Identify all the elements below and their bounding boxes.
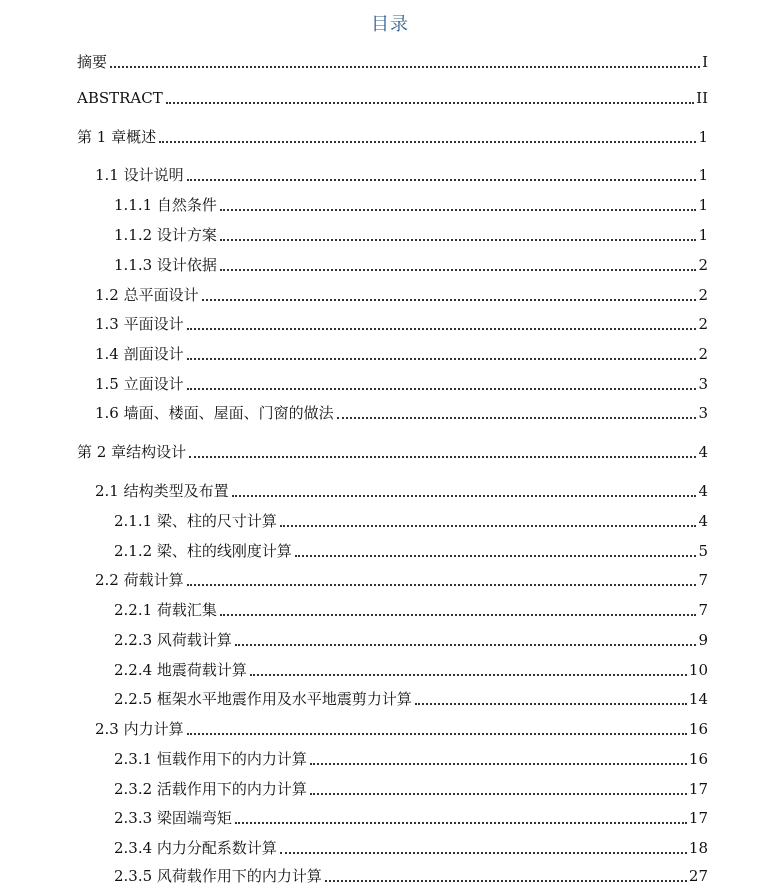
toc-entry-label: 1.1.1 自然条件	[114, 196, 217, 214]
toc-entry-page: 9	[698, 631, 708, 649]
leader-dots	[202, 299, 697, 301]
leader-dots	[187, 328, 697, 330]
toc-entry-page: 3	[698, 375, 708, 393]
toc-entry-label: 2.2 荷载计算	[95, 571, 184, 589]
toc-entry-label: 1.1 设计说明	[95, 166, 184, 184]
toc-entry-label: 2.1.1 梁、柱的尺寸计算	[114, 512, 277, 530]
toc-entry[interactable]	[0, 84, 708, 108]
leader-dots	[250, 674, 687, 676]
toc-entry[interactable]	[0, 834, 708, 858]
toc-entry-label: 2.1.2 梁、柱的线刚度计算	[114, 542, 292, 560]
toc-entry-page: I	[702, 53, 708, 71]
leader-dots	[337, 417, 697, 419]
toc-entry[interactable]	[0, 775, 708, 799]
toc-entry-page: 16	[688, 750, 708, 768]
toc-entry-label: 1.4 剖面设计	[95, 345, 184, 363]
toc-entry-label: 第 1 章概述	[77, 128, 157, 146]
leader-dots	[220, 209, 697, 211]
toc-entry-page: 4	[698, 443, 708, 461]
leader-dots	[232, 495, 697, 497]
toc-entry[interactable]	[0, 438, 708, 462]
toc-entry-label: 2.2.4 地震荷载计算	[114, 661, 247, 679]
toc-entry-label: 2.2.1 荷载汇集	[114, 601, 217, 619]
leader-dots	[187, 584, 697, 586]
toc-entry[interactable]	[0, 281, 708, 305]
toc-entry-label: 1.1.2 设计方案	[114, 226, 217, 244]
toc-entry-page: 17	[688, 809, 708, 827]
toc-entry-label: 2.3 内力计算	[95, 720, 184, 738]
toc-entry-label: 2.2.3 风荷载计算	[114, 631, 232, 649]
toc-entry[interactable]	[0, 477, 708, 501]
toc-entry-label: 2.3.2 活载作用下的内力计算	[114, 780, 307, 798]
toc-entry-page: 10	[688, 661, 708, 679]
toc-entry[interactable]	[0, 656, 708, 680]
toc-entry[interactable]	[0, 123, 708, 147]
toc-entry[interactable]	[0, 745, 708, 769]
toc-entry-page: 18	[688, 839, 708, 857]
toc-entry-page: 7	[698, 601, 708, 619]
leader-dots	[220, 239, 697, 241]
toc-entry[interactable]	[0, 862, 708, 886]
leader-dots	[310, 793, 687, 795]
leader-dots	[189, 456, 696, 458]
toc-entry[interactable]	[0, 399, 708, 423]
toc-entry-page: II	[696, 89, 708, 107]
toc-entry-page: 7	[698, 571, 708, 589]
toc-entry[interactable]	[0, 626, 708, 650]
leader-dots	[415, 703, 687, 705]
toc-entry-page: 2	[698, 256, 708, 274]
toc-entry-label: 第 2 章结构设计	[77, 443, 187, 461]
leader-dots	[166, 102, 694, 104]
toc-entry-page: 1	[698, 166, 708, 184]
leader-dots	[310, 763, 687, 765]
toc-entry-page: 4	[698, 512, 708, 530]
toc-entry-label: 1.6 墙面、楼面、屋面、门窗的做法	[95, 404, 334, 422]
toc-entry-label: 2.3.3 梁固端弯矩	[114, 809, 232, 827]
toc-entry[interactable]	[0, 537, 708, 561]
toc-entry-label: 2.3.1 恒载作用下的内力计算	[114, 750, 307, 768]
toc-entry-page: 2	[698, 315, 708, 333]
toc-entry-label: 1.1.3 设计依据	[114, 256, 217, 274]
toc-entry[interactable]	[0, 340, 708, 364]
toc-entry[interactable]	[0, 685, 708, 709]
leader-dots	[280, 525, 697, 527]
leader-dots	[110, 66, 700, 68]
leader-dots	[235, 822, 687, 824]
leader-dots	[187, 388, 697, 390]
toc-entry-label: ABSTRACT	[77, 89, 163, 107]
leader-dots	[187, 179, 697, 181]
toc-entry-label: 2.2.5 框架水平地震作用及水平地震剪力计算	[114, 690, 412, 708]
toc-entry[interactable]	[0, 596, 708, 620]
leader-dots	[235, 644, 697, 646]
toc-entry-label: 1.2 总平面设计	[95, 286, 199, 304]
leader-dots	[280, 852, 687, 854]
leader-dots	[187, 358, 697, 360]
toc-entry[interactable]	[0, 507, 708, 531]
toc-entry-label: 1.3 平面设计	[95, 315, 184, 333]
toc-entry-label: 1.5 立面设计	[95, 375, 184, 393]
toc-entry[interactable]	[0, 310, 708, 334]
toc-entry-page: 5	[698, 542, 708, 560]
toc-entry-page: 17	[688, 780, 708, 798]
toc-entry-page: 4	[698, 482, 708, 500]
toc-entry-page: 3	[698, 404, 708, 422]
leader-dots	[159, 141, 696, 143]
toc-entry-page: 1	[698, 128, 708, 146]
leader-dots	[220, 614, 697, 616]
toc-entry-label: 摘要	[77, 53, 108, 71]
toc-entry[interactable]	[0, 191, 708, 215]
toc-entry-page: 2	[698, 286, 708, 304]
toc-entry-page: 2	[698, 345, 708, 363]
toc-entry[interactable]	[0, 715, 708, 739]
leader-dots	[220, 269, 697, 271]
toc-entry[interactable]	[0, 161, 708, 185]
toc-entry-label: 2.1 结构类型及布置	[95, 482, 229, 500]
toc-entry-page: 14	[688, 690, 708, 708]
toc-entry[interactable]	[0, 804, 708, 828]
leader-dots	[295, 555, 697, 557]
toc-entry[interactable]	[0, 221, 708, 245]
toc-entry-label: 2.3.5 风荷载作用下的内力计算	[114, 867, 322, 885]
toc-entry[interactable]	[0, 251, 708, 275]
toc-entry[interactable]	[0, 370, 708, 394]
leader-dots	[325, 880, 687, 882]
toc-entry-page: 27	[688, 867, 708, 885]
toc-entry-page: 1	[698, 196, 708, 214]
toc-entry[interactable]	[0, 566, 708, 590]
toc-entry-page: 1	[698, 226, 708, 244]
toc-entry[interactable]	[0, 48, 708, 72]
toc-entry-page: 16	[688, 720, 708, 738]
toc-entry-label: 2.3.4 内力分配系数计算	[114, 839, 277, 857]
page-title: 目录	[371, 14, 409, 35]
leader-dots	[187, 733, 687, 735]
